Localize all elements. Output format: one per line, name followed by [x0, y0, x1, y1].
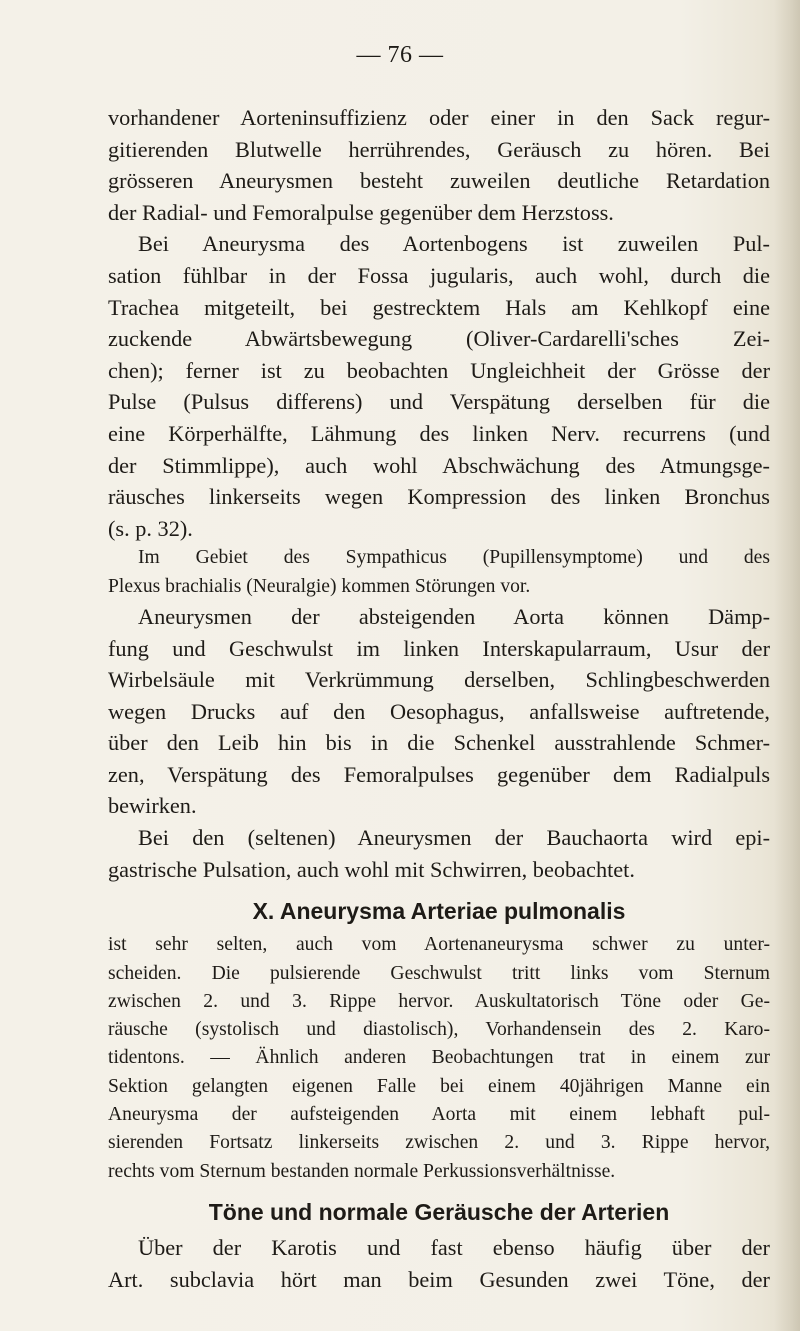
text-line: räusche (systolisch und diastolisch), Vorhandensein des 2. Karo-: [108, 1019, 770, 1041]
text-line: Bei Aneurysma des Aortenbogens ist zuweilen Pul-: [138, 231, 770, 257]
paragraph-carotid: [108, 1232, 770, 1295]
text-line: gitierenden Blutwelle herrührendes, Geräusch zu hören. Bei: [108, 136, 770, 162]
section-heading-pulmonary: X. Aneurysma Arteriae pulmonalis: [252, 898, 626, 925]
page-edge-shadow: [774, 0, 800, 1331]
text-line: sierenden Fortsatz linkerseits zwischen 2. und 3. Rippe hervor,: [108, 1132, 770, 1154]
paragraph-sympathicus: [108, 544, 770, 601]
section-heading-arterial-sounds: Töne und normale Geräusche der Arterien: [208, 1198, 670, 1225]
text-line: Plexus brachialis (Neuralgie) kommen Störungen vor.: [108, 575, 531, 597]
paragraph-aortic-insufficiency: [108, 102, 770, 228]
paragraph-descending-aorta: [108, 601, 770, 822]
text-line: Art. subclavia hört man beim Gesunden zwei Töne, der: [108, 1266, 770, 1292]
text-line: Aneurysma der aufsteigenden Aorta mit einem lebhaft pul-: [108, 1104, 770, 1126]
text-line: Aneurysmen der absteigenden Aorta können Dämp-: [138, 603, 770, 629]
text-line: tidentons. — Ähnlich anderen Beobachtungen trat in einem zur: [108, 1047, 770, 1069]
text-line: fung und Geschwulst im linken Interskapularraum, Usur der: [108, 635, 770, 661]
small-print-block: [108, 544, 770, 601]
text-line: zen, Verspätung des Femoralpulses gegenüber dem Radialpuls: [108, 761, 770, 787]
text-line: Sektion gelangten eigenen Falle bei einem 40jährigen Manne ein: [108, 1075, 770, 1097]
small-print-block: [108, 931, 770, 1186]
text-line: (s. p. 32).: [108, 515, 193, 541]
text-line: sation fühlbar in der Fossa jugularis, auch wohl, durch die: [108, 262, 770, 288]
paragraph-abdominal-aorta: [108, 822, 770, 885]
text-line: gastrische Pulsation, auch wohl mit Schwirren, beobachtet.: [108, 856, 635, 882]
paragraph-aortic-arch: [108, 228, 770, 544]
text-line: der Radial- und Femoralpulse gegenüber dem Herzstoss.: [108, 199, 614, 225]
text-line: Wirbelsäule mit Verkrümmung derselben, Schlingbeschwerden: [108, 667, 770, 693]
text-line: scheiden. Die pulsierende Geschwulst tritt links vom Sternum: [108, 962, 770, 984]
text-line: über den Leib hin bis in die Schenkel ausstrahlende Schmer-: [108, 730, 770, 756]
text-line: wegen Drucks auf den Oesophagus, anfallsweise auftretende,: [108, 698, 770, 724]
text-line: bewirken.: [108, 793, 197, 819]
text-line: Trachea mitgeteilt, bei gestrecktem Hals am Kehlkopf eine: [108, 294, 770, 320]
text-line: Im Gebiet des Sympathicus (Pupillensymptome) und des: [138, 547, 770, 569]
text-line: der Stimmlippe), auch wohl Abschwächung des Atmungsge-: [108, 452, 770, 478]
text-line: ist sehr selten, auch vom Aortenaneurysma schwer zu unter-: [108, 934, 770, 956]
text-line: grösseren Aneurysmen besteht zuweilen deutliche Retardation: [108, 168, 770, 194]
text-line: rechts vom Sternum bestanden normale Perkussionsverhältnisse.: [108, 1160, 616, 1182]
text-line: vorhandener Aorteninsuffizienz oder einer in den Sack regur-: [108, 105, 770, 130]
paragraph-pulmonary-aneurysm: [108, 931, 770, 1186]
text-line: zuckende Abwärtsbewegung (Oliver-Cardarelli'sches Zei-: [108, 326, 770, 352]
text-line: chen); ferner ist zu beobachten Ungleichheit der Grösse der: [108, 357, 770, 383]
text-line: zwischen 2. und 3. Rippe hervor. Auskultatorisch Töne oder Ge-: [108, 990, 770, 1012]
text-line: Bei den (seltenen) Aneurysmen der Bauchaorta wird epi-: [138, 825, 770, 851]
text-line: Pulse (Pulsus differens) und Verspätung derselben für die: [108, 389, 770, 415]
text-line: räusches linkerseits wegen Kompression des linken Bronchus: [108, 484, 770, 510]
page-number: — 76 —: [356, 42, 444, 68]
text-line: Über der Karotis und fast ebenso häufig über der: [138, 1234, 770, 1260]
body-text: [108, 102, 770, 1295]
text-line: eine Körperhälfte, Lähmung des linken Nerv. recurrens (und: [108, 420, 770, 446]
